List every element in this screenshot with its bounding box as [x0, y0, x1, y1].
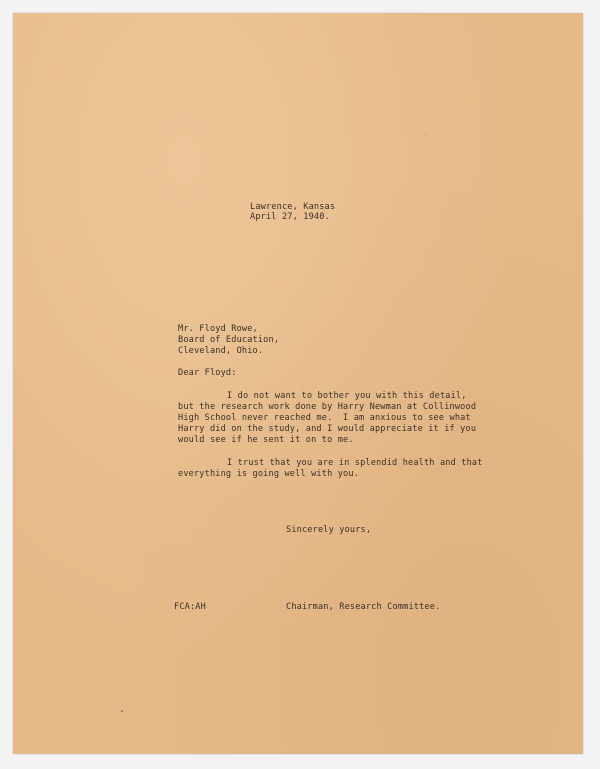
recipient-name: Mr. Floyd Rowe,	[178, 324, 258, 334]
body-line: Harry did on the study, and I would appreciate it if you	[178, 424, 477, 434]
body-line: I trust that you are in splendid health and that	[227, 458, 483, 468]
body-line: High School never reached me. I am anxious to see what	[178, 413, 471, 423]
letter-page	[13, 13, 583, 754]
salutation: Dear Floyd:	[178, 368, 237, 378]
typist-initials: FCA:AH	[174, 602, 206, 612]
recipient-organization: Board of Education,	[178, 335, 280, 345]
closing: Sincerely yours,	[286, 525, 372, 535]
paper-speck	[121, 710, 123, 712]
letter-date: April 27, 1940.	[250, 212, 330, 222]
body-line: but the research work done by Harry Newman at Collinwood	[178, 402, 477, 412]
paper-speck	[425, 134, 426, 135]
signature-title: Chairman, Research Committee.	[286, 602, 441, 612]
body-line: I do not want to bother you with this detail,	[227, 391, 467, 401]
recipient-city: Cleveland, Ohio.	[178, 346, 264, 356]
letter-place: Lawrence, Kansas	[250, 202, 336, 212]
body-line: everything is going well with you.	[178, 469, 360, 479]
body-line: would see if he sent it on to me.	[178, 435, 354, 445]
